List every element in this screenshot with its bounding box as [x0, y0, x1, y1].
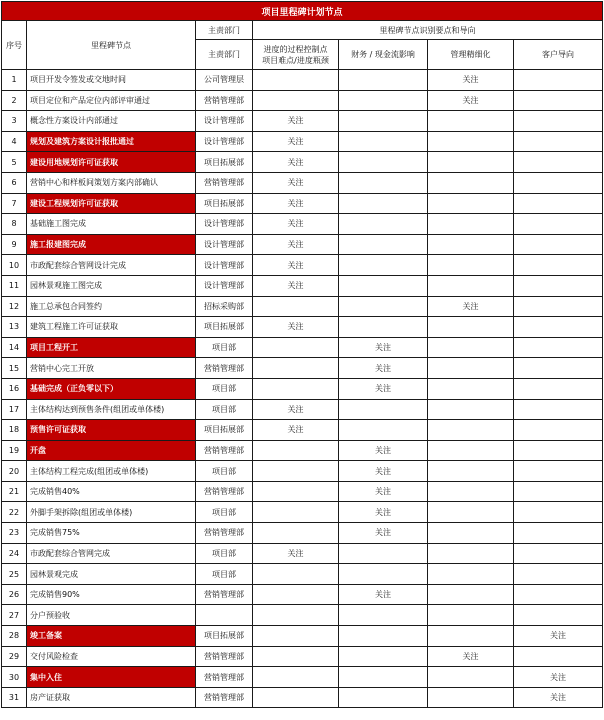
cell-mgmt [428, 626, 514, 647]
cell-finance: 关注 [339, 358, 428, 379]
cell-customer [514, 358, 603, 379]
cell-progress: 关注 [253, 317, 339, 338]
cell-milestone: 营销中心完工开放 [27, 358, 196, 379]
cell-milestone: 完成销售75% [27, 523, 196, 544]
header-progress-line2: 项目难点/进度瓶颈 [262, 55, 329, 65]
cell-milestone: 项目工程开工 [27, 337, 196, 358]
cell-mgmt [428, 667, 514, 688]
cell-dept: 营销管理部 [196, 667, 253, 688]
cell-no: 21 [2, 481, 27, 502]
cell-dept: 项目拓展部 [196, 626, 253, 647]
table-row [2, 667, 603, 688]
table-row [2, 399, 603, 420]
table-row [2, 481, 603, 502]
cell-no: 17 [2, 399, 27, 420]
cell-milestone: 市政配套综合管网完成 [27, 543, 196, 564]
cell-milestone: 基础施工图完成 [27, 214, 196, 235]
cell-dept: 项目部 [196, 337, 253, 358]
table-row [2, 234, 603, 255]
cell-customer [514, 111, 603, 132]
cell-customer [514, 193, 603, 214]
cell-dept: 营销管理部 [196, 440, 253, 461]
cell-progress [253, 667, 339, 688]
cell-customer [514, 172, 603, 193]
cell-progress [253, 626, 339, 647]
cell-finance [339, 687, 428, 708]
cell-customer [514, 543, 603, 564]
cell-mgmt [428, 152, 514, 173]
cell-milestone: 基础完成（正负零以下） [27, 378, 196, 399]
cell-customer: 关注 [514, 667, 603, 688]
milestone-plan-sheet [1, 1, 602, 708]
cell-no: 29 [2, 646, 27, 667]
cell-mgmt [428, 523, 514, 544]
cell-progress [253, 605, 339, 626]
cell-no: 20 [2, 461, 27, 482]
cell-no: 25 [2, 564, 27, 585]
cell-finance [339, 564, 428, 585]
cell-mgmt [428, 399, 514, 420]
cell-mgmt [428, 111, 514, 132]
cell-progress [253, 378, 339, 399]
cell-dept: 营销管理部 [196, 523, 253, 544]
cell-customer [514, 275, 603, 296]
cell-milestone: 建设工程规划许可证获取 [27, 193, 196, 214]
cell-customer [514, 214, 603, 235]
cell-no: 1 [2, 70, 27, 91]
cell-milestone: 园林景观施工图完成 [27, 275, 196, 296]
cell-mgmt [428, 337, 514, 358]
cell-finance: 关注 [339, 481, 428, 502]
cell-finance [339, 399, 428, 420]
cell-finance [339, 90, 428, 111]
cell-finance [339, 605, 428, 626]
cell-dept: 设计管理部 [196, 111, 253, 132]
cell-finance [339, 234, 428, 255]
cell-finance [339, 111, 428, 132]
cell-mgmt [428, 214, 514, 235]
cell-finance: 关注 [339, 440, 428, 461]
cell-milestone: 建筑工程施工许可证获取 [27, 317, 196, 338]
cell-progress: 关注 [253, 543, 339, 564]
cell-no: 4 [2, 131, 27, 152]
cell-milestone: 开盘 [27, 440, 196, 461]
cell-no: 14 [2, 337, 27, 358]
cell-milestone: 规划及建筑方案设计报批通过 [27, 131, 196, 152]
cell-customer [514, 646, 603, 667]
cell-customer [514, 523, 603, 544]
table-row [2, 111, 603, 132]
cell-progress: 关注 [253, 275, 339, 296]
table-row [2, 605, 603, 626]
cell-progress: 关注 [253, 131, 339, 152]
table-row [2, 543, 603, 564]
cell-mgmt: 关注 [428, 646, 514, 667]
cell-customer: 关注 [514, 626, 603, 647]
table-row [2, 646, 603, 667]
cell-dept: 项目部 [196, 564, 253, 585]
table-row [2, 172, 603, 193]
table-row [2, 687, 603, 708]
table-row [2, 337, 603, 358]
cell-mgmt [428, 420, 514, 441]
table-row [2, 70, 603, 91]
cell-progress: 关注 [253, 172, 339, 193]
cell-milestone: 项目定位和产品定位内部评审通过 [27, 90, 196, 111]
cell-customer [514, 440, 603, 461]
cell-mgmt [428, 543, 514, 564]
cell-no: 12 [2, 296, 27, 317]
cell-mgmt [428, 687, 514, 708]
cell-mgmt [428, 131, 514, 152]
table-row [2, 317, 603, 338]
table-row [2, 502, 603, 523]
table-row [2, 255, 603, 276]
cell-customer [514, 399, 603, 420]
cell-customer [514, 564, 603, 585]
cell-milestone: 集中入住 [27, 667, 196, 688]
cell-no: 8 [2, 214, 27, 235]
cell-progress [253, 564, 339, 585]
cell-dept: 营销管理部 [196, 481, 253, 502]
header-dept-top: 主责部门 [196, 21, 253, 40]
cell-customer [514, 502, 603, 523]
cell-customer [514, 296, 603, 317]
cell-milestone: 主体结构达到预售条件(组团或单体楼) [27, 399, 196, 420]
table-row [2, 90, 603, 111]
cell-milestone: 分户预验收 [27, 605, 196, 626]
cell-finance [339, 296, 428, 317]
table-row [2, 214, 603, 235]
cell-dept: 营销管理部 [196, 646, 253, 667]
cell-progress: 关注 [253, 420, 339, 441]
header-progress [253, 40, 339, 70]
cell-progress: 关注 [253, 193, 339, 214]
cell-milestone: 施工报建图完成 [27, 234, 196, 255]
cell-no: 11 [2, 275, 27, 296]
cell-finance [339, 152, 428, 173]
cell-milestone: 竣工备案 [27, 626, 196, 647]
cell-milestone: 外脚手架拆除(组团或单体楼) [27, 502, 196, 523]
cell-dept: 招标采购部 [196, 296, 253, 317]
cell-milestone: 施工总承包合同签约 [27, 296, 196, 317]
cell-customer [514, 605, 603, 626]
table-title: 项目里程碑计划节点 [2, 2, 603, 21]
cell-no: 22 [2, 502, 27, 523]
cell-no: 31 [2, 687, 27, 708]
table-row [2, 358, 603, 379]
cell-finance: 关注 [339, 502, 428, 523]
cell-dept: 项目部 [196, 502, 253, 523]
cell-milestone: 完成销售40% [27, 481, 196, 502]
cell-customer [514, 234, 603, 255]
cell-finance: 关注 [339, 337, 428, 358]
cell-finance [339, 275, 428, 296]
cell-finance: 关注 [339, 461, 428, 482]
cell-progress [253, 337, 339, 358]
cell-progress: 关注 [253, 255, 339, 276]
cell-no: 30 [2, 667, 27, 688]
cell-dept: 营销管理部 [196, 172, 253, 193]
cell-no: 16 [2, 378, 27, 399]
cell-finance [339, 626, 428, 647]
header-progress-line1: 进度的过程控制点 [263, 44, 328, 54]
cell-dept: 营销管理部 [196, 584, 253, 605]
table-row [2, 131, 603, 152]
cell-progress: 关注 [253, 111, 339, 132]
cell-progress [253, 481, 339, 502]
cell-no: 9 [2, 234, 27, 255]
cell-progress: 关注 [253, 399, 339, 420]
cell-progress [253, 502, 339, 523]
header-no: 序号 [2, 21, 27, 70]
cell-customer [514, 255, 603, 276]
cell-finance [339, 172, 428, 193]
cell-no: 5 [2, 152, 27, 173]
cell-milestone: 市政配套综合管网设计完成 [27, 255, 196, 276]
cell-customer [514, 481, 603, 502]
cell-mgmt [428, 255, 514, 276]
table-row [2, 626, 603, 647]
cell-customer [514, 584, 603, 605]
cell-customer [514, 420, 603, 441]
cell-mgmt [428, 358, 514, 379]
cell-dept: 设计管理部 [196, 214, 253, 235]
cell-mgmt: 关注 [428, 296, 514, 317]
cell-progress [253, 90, 339, 111]
cell-mgmt [428, 193, 514, 214]
cell-dept: 项目部 [196, 461, 253, 482]
table-body [2, 70, 603, 708]
cell-mgmt [428, 440, 514, 461]
cell-finance: 关注 [339, 378, 428, 399]
cell-customer [514, 461, 603, 482]
cell-mgmt [428, 481, 514, 502]
cell-customer [514, 70, 603, 91]
cell-finance [339, 543, 428, 564]
cell-no: 19 [2, 440, 27, 461]
cell-dept: 项目拓展部 [196, 317, 253, 338]
cell-finance: 关注 [339, 523, 428, 544]
cell-dept: 营销管理部 [196, 90, 253, 111]
cell-finance [339, 667, 428, 688]
cell-milestone: 房产证获取 [27, 687, 196, 708]
cell-milestone: 完成销售90% [27, 584, 196, 605]
table-row [2, 378, 603, 399]
cell-progress [253, 70, 339, 91]
header-customer: 客户导向 [514, 40, 603, 70]
cell-no: 15 [2, 358, 27, 379]
cell-progress [253, 296, 339, 317]
cell-no: 18 [2, 420, 27, 441]
cell-no: 13 [2, 317, 27, 338]
cell-dept: 项目拓展部 [196, 193, 253, 214]
cell-mgmt [428, 378, 514, 399]
cell-customer [514, 152, 603, 173]
cell-no: 6 [2, 172, 27, 193]
cell-progress [253, 461, 339, 482]
cell-no: 27 [2, 605, 27, 626]
cell-dept: 营销管理部 [196, 687, 253, 708]
header-requirements-group: 里程碑节点识别要点和导向 [253, 21, 603, 40]
cell-customer [514, 378, 603, 399]
cell-milestone: 概念性方案设计内部通过 [27, 111, 196, 132]
milestone-table [1, 1, 603, 708]
table-row [2, 584, 603, 605]
cell-no: 24 [2, 543, 27, 564]
header-milestone: 里程碑节点 [27, 21, 196, 70]
table-row [2, 193, 603, 214]
header-mgmt: 管理精细化 [428, 40, 514, 70]
cell-mgmt [428, 605, 514, 626]
cell-finance [339, 317, 428, 338]
cell-mgmt [428, 584, 514, 605]
header-dept: 主责部门 [196, 40, 253, 70]
cell-no: 2 [2, 90, 27, 111]
cell-no: 7 [2, 193, 27, 214]
cell-progress [253, 358, 339, 379]
cell-dept: 设计管理部 [196, 131, 253, 152]
cell-no: 26 [2, 584, 27, 605]
cell-customer [514, 131, 603, 152]
cell-milestone: 交付风险检查 [27, 646, 196, 667]
cell-finance [339, 420, 428, 441]
cell-dept: 项目部 [196, 399, 253, 420]
cell-mgmt [428, 275, 514, 296]
cell-dept [196, 605, 253, 626]
cell-milestone: 营销中心和样板间策划方案内部确认 [27, 172, 196, 193]
header-finance: 财务 / 现金流影响 [339, 40, 428, 70]
cell-customer [514, 337, 603, 358]
cell-dept: 营销管理部 [196, 358, 253, 379]
cell-mgmt [428, 564, 514, 585]
cell-milestone: 建设用地规划许可证获取 [27, 152, 196, 173]
table-row [2, 523, 603, 544]
cell-mgmt [428, 317, 514, 338]
cell-customer: 关注 [514, 687, 603, 708]
cell-no: 28 [2, 626, 27, 647]
cell-progress [253, 687, 339, 708]
cell-progress [253, 646, 339, 667]
cell-progress [253, 523, 339, 544]
cell-mgmt [428, 502, 514, 523]
cell-mgmt: 关注 [428, 70, 514, 91]
table-row [2, 564, 603, 585]
table-row [2, 152, 603, 173]
cell-mgmt [428, 461, 514, 482]
cell-no: 23 [2, 523, 27, 544]
cell-no: 10 [2, 255, 27, 276]
cell-milestone: 预售许可证获取 [27, 420, 196, 441]
cell-dept: 设计管理部 [196, 275, 253, 296]
cell-finance [339, 131, 428, 152]
cell-progress [253, 440, 339, 461]
cell-progress: 关注 [253, 152, 339, 173]
cell-mgmt: 关注 [428, 90, 514, 111]
table-row [2, 420, 603, 441]
cell-mgmt [428, 172, 514, 193]
table-row [2, 275, 603, 296]
cell-progress: 关注 [253, 214, 339, 235]
cell-dept: 项目拓展部 [196, 420, 253, 441]
cell-milestone: 项目开发令签发或交地时间 [27, 70, 196, 91]
cell-finance [339, 255, 428, 276]
table-row [2, 296, 603, 317]
table-row [2, 461, 603, 482]
cell-mgmt [428, 234, 514, 255]
cell-dept: 设计管理部 [196, 234, 253, 255]
cell-milestone: 主体结构工程完成(组团或单体楼) [27, 461, 196, 482]
cell-dept: 设计管理部 [196, 255, 253, 276]
cell-dept: 项目部 [196, 543, 253, 564]
cell-dept: 项目拓展部 [196, 152, 253, 173]
cell-progress [253, 584, 339, 605]
cell-dept: 项目部 [196, 378, 253, 399]
cell-finance [339, 214, 428, 235]
cell-customer [514, 317, 603, 338]
cell-dept: 公司管理层 [196, 70, 253, 91]
cell-customer [514, 90, 603, 111]
cell-no: 3 [2, 111, 27, 132]
cell-milestone: 园林景观完成 [27, 564, 196, 585]
cell-finance [339, 70, 428, 91]
cell-finance [339, 646, 428, 667]
cell-finance [339, 193, 428, 214]
cell-finance: 关注 [339, 584, 428, 605]
table-row [2, 440, 603, 461]
cell-progress: 关注 [253, 234, 339, 255]
